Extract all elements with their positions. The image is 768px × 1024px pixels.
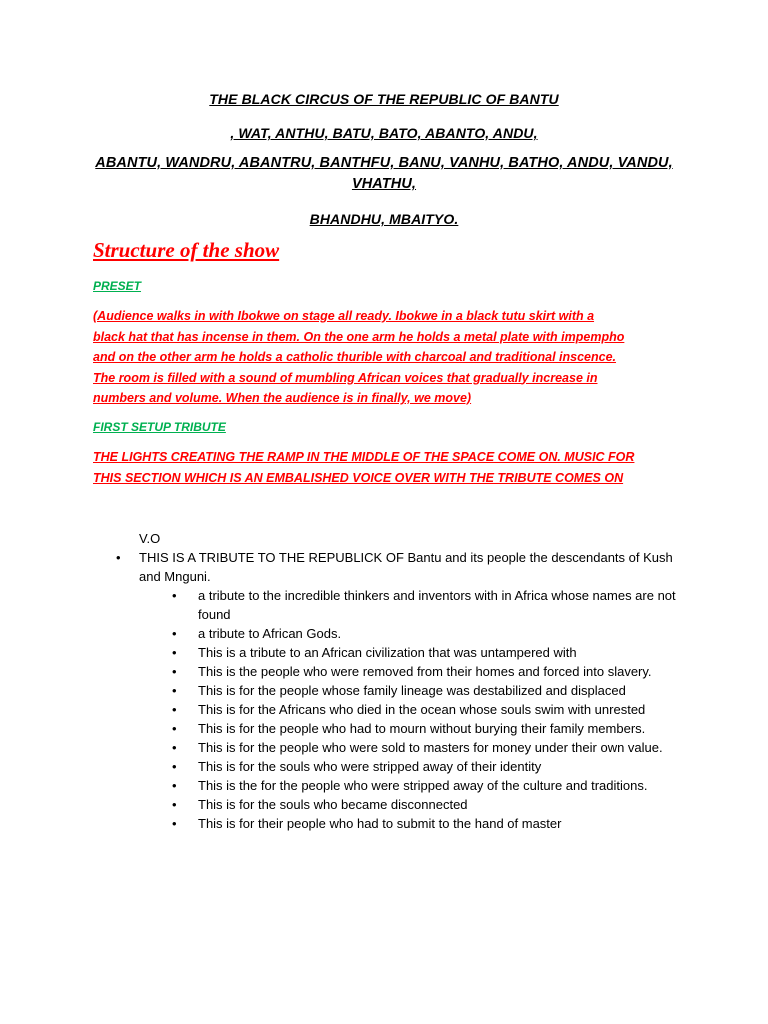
preset-line: The room is filled with a sound of mumbling African voices that gradually increase in <box>93 370 598 385</box>
bullet-icon: • <box>172 778 177 793</box>
vo-label: V.O <box>139 531 161 546</box>
list-item-text: This is a tribute to an African civilization that was untampered with <box>198 645 577 660</box>
list-item <box>172 814 682 833</box>
list-item <box>172 795 682 814</box>
title-line-3: ABANTU, WANDRU, ABANTRU, BANTHFU, BANU, VANHU, BATHO, ANDU, VANDU, VHATHU, <box>95 155 673 192</box>
list-item <box>172 776 682 795</box>
list-item-text: a tribute to the incredible thinkers and inventors with in Africa whose names are not found <box>198 588 676 622</box>
list-item-text: This is for the souls who were stripped away of their identity <box>198 759 542 774</box>
title-line-4: BHANDHU, MBAITYO. <box>309 211 459 227</box>
list-item <box>172 681 682 700</box>
bullet-icon: • <box>172 740 177 755</box>
bullet-icon: • <box>172 626 177 641</box>
bullet-icon: • <box>172 588 177 603</box>
preset-line: and on the other arm he holds a catholic thurible with charcoal and traditional inscence. <box>93 350 617 364</box>
preset-line: (Audience walks in with Ibokwe on stage all ready. Ibokwe in a black tutu skirt with a <box>93 309 595 323</box>
title-line-1: THE BLACK CIRCUS OF THE REPUBLIC OF BANTU <box>209 91 559 107</box>
preset-line: numbers and volume. When the audience is in finally, we move) <box>93 391 472 405</box>
list-item <box>172 719 682 738</box>
main-bullet-text: THIS IS A TRIBUTE TO THE REPUBLICK OF Bantu and its people the descendants of Kush and Mnguni. <box>139 550 673 584</box>
bullet-icon: • <box>172 702 177 717</box>
list-item <box>172 624 682 643</box>
list-item-text: This is for the people who were sold to masters for money under their own value. <box>198 740 663 755</box>
bullet-icon: • <box>172 816 177 831</box>
list-item-text: This is for the souls who became disconnected <box>198 797 468 812</box>
bullet-icon: • <box>172 645 177 660</box>
first-setup-paragraph <box>93 447 683 488</box>
first-setup-line: THIS SECTION WHICH IS AN EMBALISHED VOICE OVER WITH THE TRIBUTE COMES ON <box>93 470 624 485</box>
list-item <box>172 738 682 757</box>
list-item <box>172 700 682 719</box>
list-item <box>172 643 682 662</box>
bullet-icon: • <box>116 550 121 565</box>
list-item <box>172 757 682 776</box>
bullet-icon: • <box>172 721 177 736</box>
list-item-text: a tribute to African Gods. <box>198 626 342 641</box>
tribute-sub-list <box>172 586 682 833</box>
list-item-text: This is for their people who had to submit to the hand of master <box>198 816 562 831</box>
list-item <box>172 662 682 681</box>
list-item-text: This is the for the people who were stripped away of the culture and traditions. <box>198 778 648 793</box>
list-item-text: This is for the people who had to mourn without burying their family members. <box>198 721 646 736</box>
structure-heading: Structure of the show <box>93 238 280 262</box>
list-item-text: This is for the Africans who died in the ocean whose souls swim with unrested <box>198 702 646 717</box>
preset-line: black hat that has incense in them. On the one arm he holds a metal plate with impempho <box>93 329 625 344</box>
bullet-icon: • <box>172 683 177 698</box>
preset-paragraph <box>93 306 683 409</box>
first-setup-line: THE LIGHTS CREATING THE RAMP IN THE MIDDLE OF THE SPACE COME ON. MUSIC FOR <box>93 450 635 464</box>
list-item <box>172 586 682 624</box>
list-item-text: This is the people who were removed from their homes and forced into slavery. <box>198 664 652 679</box>
bullet-icon: • <box>172 664 177 679</box>
bullet-icon: • <box>172 797 177 812</box>
first-setup-label: FIRST SETUP TRIBUTE <box>93 420 226 434</box>
preset-label: PRESET <box>93 279 142 293</box>
bullet-icon: • <box>172 759 177 774</box>
list-item-text: This is for the people whose family lineage was destabilized and displaced <box>198 683 626 698</box>
title-line-2: , WAT, ANTHU, BATU, BATO, ABANTO, ANDU, <box>230 125 538 141</box>
